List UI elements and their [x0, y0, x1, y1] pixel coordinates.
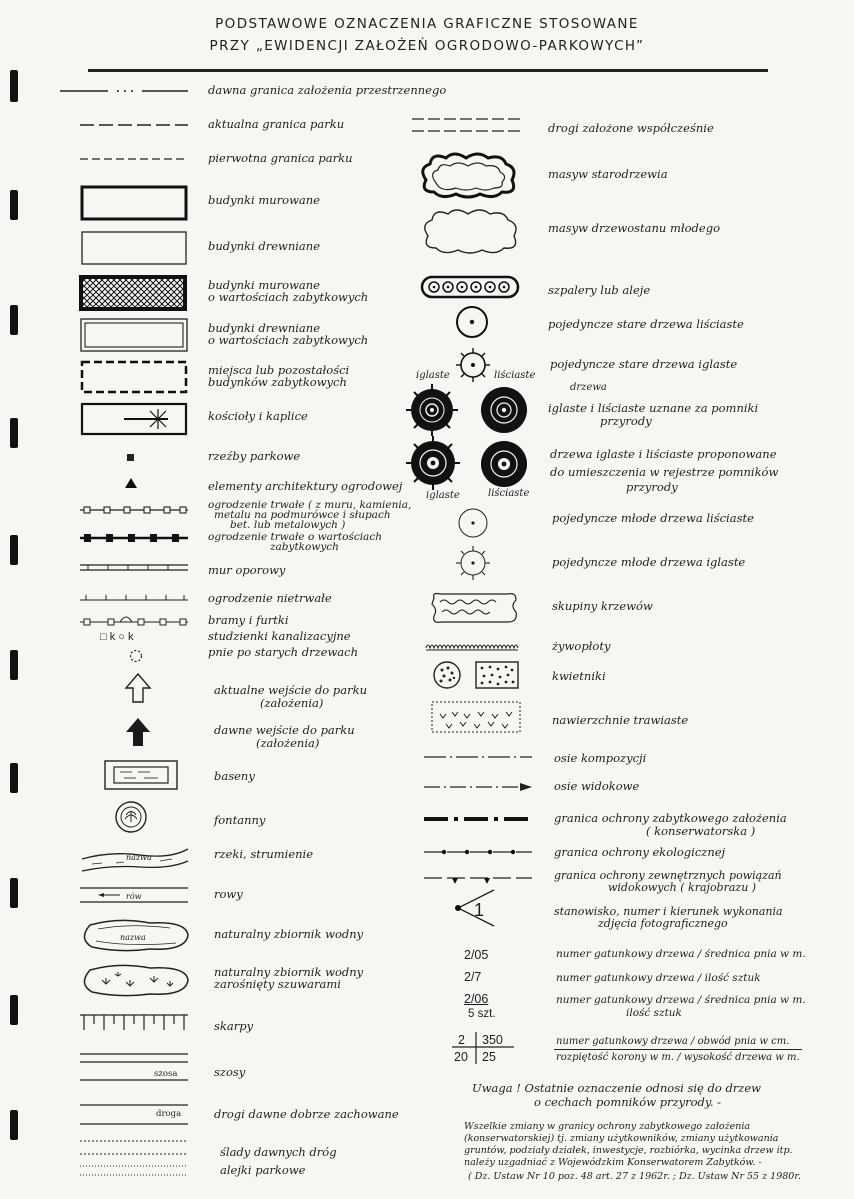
label-lawns: nawierzchnie trawiaste	[552, 713, 689, 727]
label-permanent-fence: ogrodzenie trwałe ( z muru, kamienia,	[208, 499, 412, 511]
label-full-code: numer gatunkowy drzewa / obwód pnia w cm.	[556, 1036, 790, 1047]
label-former-entrance-2: (założenia)	[256, 736, 320, 750]
label-retaining-wall: mur oporowy	[208, 563, 286, 577]
shrub-group-icon	[428, 590, 520, 628]
label-historic-brick-buildings: budynki murowane	[208, 278, 320, 292]
binder-hole	[10, 995, 18, 1025]
label-old-conifer-trees: pojedyncze stare drzewa iglaste	[550, 357, 738, 371]
label-current-entrance-2: (założenia)	[260, 696, 324, 710]
monument-conifer-icon	[404, 382, 460, 438]
binder-hole	[10, 650, 18, 680]
code-species-count: 2/7	[464, 970, 482, 984]
code-d: 25	[482, 1050, 496, 1064]
church-icon	[80, 402, 190, 438]
label-escarpments: skarpy	[214, 1019, 254, 1033]
label-historic-remains: miejsca lub pozostałości	[208, 363, 350, 377]
label-highways: szosy	[214, 1065, 246, 1079]
flowerbed-icon	[432, 660, 524, 692]
binder-hole	[10, 535, 18, 565]
temporary-fence-icon	[80, 592, 190, 604]
tag-conifer-top: iglaste	[416, 370, 450, 381]
label-permanent-fence-3: bet. lub metalowych )	[230, 519, 346, 531]
young-conifer-tree-icon	[454, 544, 492, 582]
permanent-fence-icon	[80, 505, 190, 515]
label-photo-station: stanowisko, numer i kierunek wykonania	[554, 905, 783, 918]
label-flowerbeds: kwietniki	[552, 669, 606, 683]
code-species-diameter-count: 2/06	[464, 992, 489, 1006]
former-entrance-icon	[124, 716, 152, 748]
label-sculptures: rzeźby parkowe	[208, 449, 301, 463]
label-road-traces: ślady dawnych dróg	[220, 1145, 337, 1159]
label-view-axes: osie widokowe	[554, 779, 640, 793]
binder-hole	[10, 305, 18, 335]
label-historic-fence: ogrodzenie trwałe o wartościach	[208, 531, 382, 543]
label-original-park-boundary: pierwotna granica parku	[208, 151, 353, 165]
label-historic-fence-2: zabytkowych	[270, 541, 339, 553]
label-proposed-monument-trees-2: do umieszczenia w rejestrze pomników	[550, 465, 779, 479]
pond-inner-label: nazwa	[120, 933, 146, 942]
retaining-wall-icon	[80, 561, 190, 573]
boundary-dash-icon	[80, 120, 190, 130]
label-current-entrance: aktualne wejście do parku	[214, 683, 367, 697]
brick-building-icon	[80, 185, 190, 223]
label-old-roads: drogi dawne dobrze zachowane	[214, 1107, 399, 1121]
old-road-inner-label: droga	[156, 1109, 182, 1119]
label-historic-brick-buildings-2: o wartościach zabytkowych	[208, 290, 369, 304]
boundary-dashdot-icon	[60, 86, 190, 96]
wooden-building-icon	[80, 230, 190, 268]
label-species-diameter: numer gatunkowy drzewa / średnica pnia w m.	[556, 948, 806, 960]
label-composition-axes: osie kompozycji	[554, 751, 647, 765]
monument-deciduous-icon	[478, 384, 530, 436]
label-monument-trees-3: przyrody	[600, 414, 652, 428]
binder-hole	[10, 763, 18, 793]
photo-station-number: 1	[474, 900, 485, 920]
label-young-conifer-trees: pojedyncze młode drzewa iglaste	[552, 555, 746, 569]
label-external-view-boundary-2: widokowych ( krajobrazu )	[608, 881, 757, 894]
footer-note-line5: ( Dz. Ustaw Nr 10 poz. 48 art. 27 z 1962r. ; Dz. Ustaw Nr 55 z 1980r.	[468, 1171, 801, 1182]
road-trace-icon	[80, 1138, 192, 1158]
label-external-view-boundary: granica ochrony zewnętrznych powiązań	[554, 869, 782, 882]
footer-note-line3: gruntów, podziały działek, inwestycje, rozbiórka, wycinka drzew itp.	[464, 1145, 793, 1156]
label-churches: kościoły i kaplice	[208, 409, 308, 423]
label-historic-remains-2: budynków zabytkowych	[208, 375, 347, 389]
river-inner-label: nazwa	[126, 853, 152, 862]
full-code-divider	[554, 1049, 802, 1050]
tag-deciduous-bottom: liściaste	[488, 488, 530, 499]
code-species-diameter: 2/05	[464, 948, 489, 962]
label-pond: naturalny zbiornik wodny	[214, 927, 364, 941]
current-entrance-icon	[124, 672, 152, 704]
contemporary-road-icon	[412, 116, 524, 136]
tag-deciduous-top: liściaste	[494, 370, 536, 381]
overgrown-pond-icon	[80, 962, 192, 1000]
title-underline	[88, 69, 768, 72]
label-permanent-fence-2: metalu na podmurówce i słupach	[214, 509, 391, 521]
old-conifer-tree-icon	[454, 346, 492, 384]
old-deciduous-tree-icon	[454, 304, 490, 340]
code-c: 20	[454, 1050, 468, 1064]
label-shrub-groups: skupiny krzewów	[552, 599, 653, 613]
code-b: 350	[482, 1033, 503, 1047]
label-garden-architecture: elementy architektury ogrodowej	[208, 479, 403, 493]
label-young-deciduous-trees: pojedyncze młode drzewa liściaste	[552, 511, 754, 525]
label-former-entrance: dawne wejście do parku	[214, 723, 355, 737]
page-title-line2: PRZY „EWIDENCJI ZAŁOŻEŃ OGRODOWO-PARKOWYCH”	[209, 38, 645, 54]
label-proposed-monument-trees: drzewa iglaste i liściaste proponowane	[550, 447, 777, 461]
label-species-count: numer gatunkowy drzewa / ilość sztuk	[556, 972, 761, 984]
code-species-diameter-count-2: 5 szt.	[468, 1008, 496, 1020]
fountain-icon	[114, 800, 150, 836]
label-ecological-protection-boundary: granica ochrony ekologicznej	[554, 845, 726, 859]
label-park-alleys: alejki parkowe	[220, 1163, 306, 1177]
young-stand-icon	[420, 206, 520, 256]
highway-inner-label: szosa	[154, 1069, 178, 1079]
hedge-icon	[424, 640, 520, 652]
view-axis-icon	[424, 781, 534, 793]
code-a: 2	[458, 1033, 465, 1047]
label-heritage-protection-boundary: granica ochrony zabytkowego założenia	[554, 811, 787, 825]
binder-hole	[10, 418, 18, 448]
park-alley-icon	[80, 1163, 192, 1179]
proposed-monument-conifer-icon	[404, 434, 462, 492]
avenue-icon	[420, 274, 522, 300]
label-species-diameter-count-2: ilość sztuk	[626, 1007, 682, 1019]
label-manholes: studzienki kanalizacyjne	[208, 629, 351, 643]
label-historic-wooden-buildings: budynki drewniane	[208, 321, 320, 335]
binder-hole	[10, 878, 18, 908]
label-former-boundary: dawna granica założenia przestrzennego	[208, 83, 447, 97]
note-uwaga: Uwaga ! Ostatnie oznaczenie odnosi się do drzew	[472, 1081, 762, 1095]
escarpment-icon	[80, 1012, 192, 1036]
garden-architecture-icon	[124, 477, 138, 489]
footer-note-line4: należy uzgadniać z Wojewódzkim Konserwatorem Zabytków. -	[464, 1157, 762, 1168]
gate-icon	[80, 610, 190, 626]
note-uwaga-2: o cechach pomników przyrody. -	[534, 1095, 722, 1109]
label-stumps: pnie po starych drzewach	[208, 645, 358, 659]
binder-hole	[10, 190, 18, 220]
label-heritage-protection-boundary-2: ( konserwatorska )	[646, 824, 756, 838]
label-current-park-boundary: aktualna granica parku	[208, 117, 345, 131]
label-proposed-monument-trees-3: przyrody	[626, 480, 678, 494]
label-hedges: żywopłoty	[552, 639, 611, 653]
label-overgrown-pond: naturalny zbiornik wodny	[214, 965, 364, 979]
ecological-protection-boundary-icon	[424, 847, 534, 857]
pool-icon	[104, 760, 180, 792]
label-monument-trees-head: drzewa	[570, 382, 607, 393]
lawn-icon	[430, 700, 524, 736]
proposed-monument-deciduous-icon	[478, 438, 530, 490]
label-pools: baseny	[214, 769, 255, 783]
label-species-diameter-count: numer gatunkowy drzewa / średnica pnia w m.	[556, 994, 806, 1006]
sculpture-icon	[126, 453, 136, 463]
label-temporary-fence: ogrodzenie nietrwałe	[208, 591, 332, 605]
label-brick-buildings: budynki murowane	[208, 193, 320, 207]
label-historic-wooden-buildings-2: o wartościach zabytkowych	[208, 333, 369, 347]
label-wooden-buildings: budynki drewniane	[208, 239, 320, 253]
tag-conifer-bottom: iglaste	[426, 490, 460, 501]
label-ditches: rowy	[214, 887, 243, 901]
binder-hole	[10, 70, 18, 102]
label-full-code-2: rozpiętość korony w m. / wysokość drzewa w m.	[556, 1052, 800, 1063]
historic-fence-icon	[80, 533, 190, 543]
manhole-marks: □ k ○ k	[100, 631, 134, 643]
footer-note-line2: (konserwatorskiej) tj. zmiany użytkowników, zmiany użytkowania	[464, 1133, 779, 1144]
old-stand-icon	[418, 150, 520, 200]
historic-brick-building-icon	[78, 274, 190, 314]
label-photo-station-2: zdjęcia fotograficznego	[598, 917, 728, 930]
external-view-boundary-icon	[424, 874, 534, 886]
heritage-protection-boundary-icon	[424, 814, 534, 824]
footer-note-line1: Wszelkie zmiany w granicy ochrony zabytkowego założenia	[464, 1121, 751, 1132]
binder-hole	[10, 1110, 18, 1140]
label-fountains: fontanny	[214, 813, 266, 827]
label-contemporary-roads: drogi założone współcześnie	[548, 121, 714, 135]
ditch-inner-label: rów	[126, 892, 142, 901]
label-rivers: rzeki, strumienie	[214, 847, 314, 861]
composition-axis-icon	[424, 752, 534, 762]
label-old-stand: masyw starodrzewia	[548, 167, 668, 181]
label-gates: bramy i furtki	[208, 613, 289, 627]
label-young-stand: masyw drzewostanu młodego	[548, 221, 721, 235]
boundary-fine-dash-icon	[80, 154, 190, 164]
label-old-deciduous-trees: pojedyncze stare drzewa liściaste	[548, 317, 744, 331]
page-title-line1: PODSTAWOWE OZNACZENIA GRAFICZNE STOSOWANE	[215, 16, 639, 32]
historic-remains-icon	[80, 360, 190, 396]
historic-wooden-building-icon	[80, 318, 190, 354]
label-avenues: szpalery lub aleje	[548, 283, 651, 297]
label-overgrown-pond-2: zarośnięty szuwarami	[214, 977, 341, 991]
young-deciduous-tree-icon	[456, 506, 490, 540]
label-monument-trees: iglaste i liściaste uznane za pomniki	[548, 401, 759, 415]
stump-icon	[128, 648, 144, 664]
